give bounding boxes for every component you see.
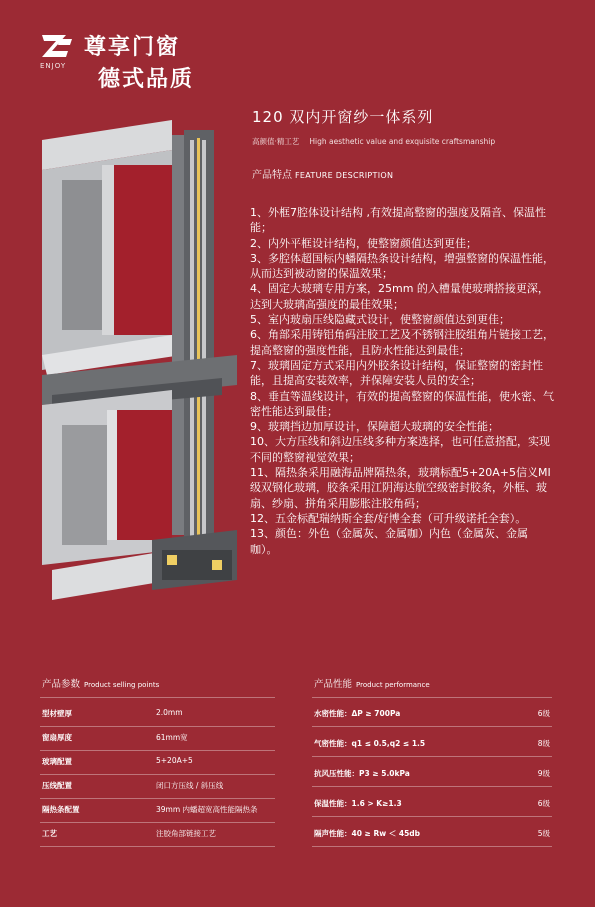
feature-item: 12、五金标配瑞纳斯全套/好博全套（可升级诺托全套）。 <box>250 511 527 525</box>
performance-row <box>314 703 550 726</box>
tagline <box>252 136 495 147</box>
params-row <box>42 799 275 822</box>
performance-divider <box>312 816 552 817</box>
performance-row <box>314 793 550 816</box>
feature-heading <box>252 166 393 181</box>
feature-item: 11、隔热条采用融海品牌隔热条，玻璃标配5+20A+5信义MI级双钢化玻璃，胶条采用江阴海达航空级密封胶条，外框、玻扇、纱扇、拼角采用膨胀注胶角码； <box>250 466 551 510</box>
feature-heading-en: FEATURE DESCRIPTION <box>295 171 394 180</box>
params-value: 2.0mm <box>156 708 183 717</box>
feature-item: 9、玻璃挡边加厚设计，保障超大玻璃的安全性能； <box>250 420 499 434</box>
params-label: 窗扇厚度 <box>42 733 72 742</box>
params-value: 61mm宽 <box>156 733 188 742</box>
params-divider <box>40 846 275 847</box>
params-row <box>42 775 275 798</box>
performance-divider <box>312 756 552 757</box>
feature-item: 1、外框7腔体设计结构 ,有效提高整窗的强度及隔音、保温性能； <box>250 206 546 235</box>
params-label: 玻璃配置 <box>42 757 72 766</box>
feature-item: 3、多腔体超国标内蟠隔热条设计结构，增强整窗的保温性能，从而达到被动窗的保温效果； <box>250 251 554 281</box>
slogan-line-2: 德式品质 <box>98 66 195 92</box>
performance-row <box>314 823 550 846</box>
performance-divider <box>312 726 552 727</box>
feature-heading-cn: 产品特点 <box>252 170 292 181</box>
params-label: 隔热条配置 <box>42 805 80 814</box>
params-value: 39mm 内蟠超宽高性能隔热条 <box>156 805 258 814</box>
feature-item: 7、玻璃固定方式采用内外胶条设计结构，保证整窗的密封性能，且提高安装效率，并保障安装人员的安全； <box>250 358 543 388</box>
params-label: 型材壁厚 <box>42 709 72 718</box>
feature-item: 6、角部采用铸铝角码注胶工艺及不锈钢注胶组角片链接工艺，提高整窗的强度性能，且防水性能达到最佳； <box>250 328 554 357</box>
feature-item: 13、颜色：外色（金属灰、金属咖）内色（金属灰、金属咖）。 <box>250 527 528 556</box>
feature-list <box>250 205 555 557</box>
performance-divider <box>312 846 552 847</box>
params-value: 注胶角部链接工艺 <box>156 829 216 838</box>
performance-label: 隔声性能：40 ≥ Rw ＜ 45db <box>314 829 421 838</box>
tagline-cn: 高颜值·精工艺 <box>252 137 300 146</box>
window-profile-illustration <box>22 110 252 610</box>
performance-grade: 6级 <box>537 799 550 808</box>
params-row <box>42 823 275 846</box>
performance-heading <box>314 676 430 690</box>
feature-item: 8、垂直等温线设计，有效的提高整窗的保温性能，使水密、气密性能达到最佳； <box>250 389 554 418</box>
params-row <box>42 727 275 750</box>
tagline-en: High aesthetic value and exquisite craftsmanship <box>309 137 496 146</box>
params-heading-cn: 产品参数 <box>42 679 81 690</box>
performance-grade: 5级 <box>537 829 550 838</box>
feature-item: 5、室内玻扇压线隐藏式设计，使整窗颜值达到更佳； <box>250 313 510 327</box>
params-value: 闭口方压线 / 斜压线 <box>156 781 224 790</box>
params-row <box>42 751 275 774</box>
performance-heading-cn: 产品性能 <box>314 679 353 690</box>
slogan-line-1: 尊享门窗 <box>84 34 181 60</box>
performance-label: 水密性能：ΔP ≥ 700Pa <box>314 709 401 718</box>
params-row <box>42 703 275 726</box>
params-label: 工艺 <box>42 829 57 838</box>
brand-sub-label: ENJOY <box>40 62 67 70</box>
performance-label: 抗风压性能：P3 ≥ 5.0kPa <box>314 769 410 778</box>
performance-row <box>314 733 550 756</box>
performance-grade: 6级 <box>537 709 550 718</box>
performance-divider <box>312 786 552 787</box>
brand-logo-icon <box>40 33 74 59</box>
params-heading-en: Product selling points <box>84 681 160 689</box>
performance-row <box>314 763 550 786</box>
params-value: 5+20A+5 <box>156 756 193 765</box>
performance-label: 保温性能：1.6 > K≥1.3 <box>314 799 402 808</box>
performance-grade: 8级 <box>537 739 550 748</box>
params-divider <box>40 697 275 698</box>
performance-grade: 9级 <box>537 769 550 778</box>
feature-item: 4、固定大玻璃专用方案，25mm 的入槽量使玻璃搭接更深，达到大玻璃高强度的最佳效果； <box>250 282 549 311</box>
feature-item: 10、大方压线和斜边压线多种方案选择，也可任意搭配，实现不同的整窗视觉效果； <box>250 435 550 464</box>
performance-heading-en: Product performance <box>356 681 430 689</box>
params-label: 压线配置 <box>42 781 72 790</box>
performance-divider <box>312 697 552 698</box>
series-title: 120 双内开窗纱一体系列 <box>252 108 434 126</box>
feature-item: 2、内外平框设计结构，使整窗颜值达到更佳； <box>250 236 477 250</box>
performance-label: 气密性能：q1 ≤ 0.5,q2 ≤ 1.5 <box>314 739 426 748</box>
params-heading <box>42 676 159 690</box>
